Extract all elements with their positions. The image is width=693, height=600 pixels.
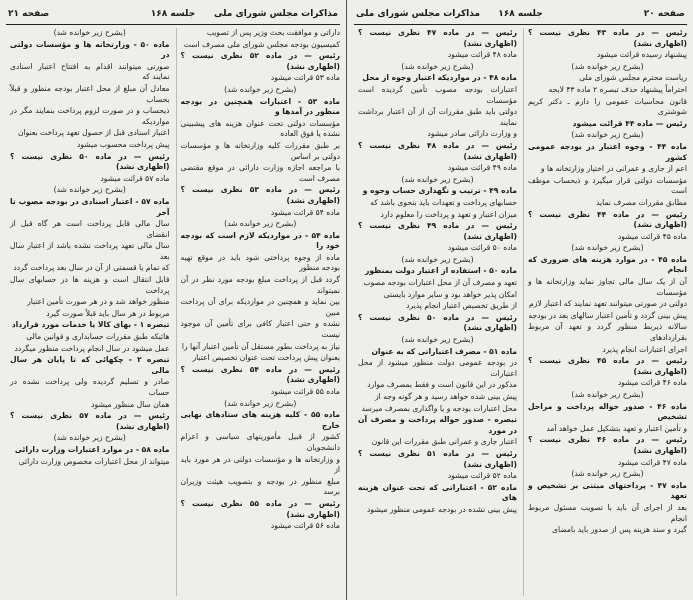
article-paragraph: ماده ۴۶ قرائت میشود — [617, 378, 687, 388]
text-line: مطابق مقررات مصرف نماید — [596, 197, 687, 207]
text-line: (بشرح زیر خوانده شد) — [53, 185, 126, 195]
speaker-line: رئیس — در ماده ۴۹ نظری نیست ؟ (اظهاری نشد) — [358, 221, 517, 241]
text-line: و وزارتخانه ها و مؤسسات دولتی در هر مورد باید از — [180, 454, 340, 475]
text-line: (بشرح زیر خوانده شد) — [571, 390, 644, 399]
text-line: مؤسسات دولتی تحت عنوان هزینه های پیشبینی نشده یا فوق العاده — [180, 118, 340, 139]
speaker-line: رئیس — ماده ۴۴ قرائت میشود — [572, 118, 687, 128]
text-line: گیرد و سند هزینه پس از صدور باید بامضای — [552, 525, 687, 535]
article-paragraph: ماده ۴۷ - پرداختهای مبتنی بر تشخیص و تعهد — [528, 480, 687, 501]
text-line: (بشرح زیر خوانده شد) — [571, 130, 644, 140]
speaker-line: رئیس — در ماده ۴۴ نظری نیست ؟ (اظهاری نشد) — [528, 209, 687, 230]
text-line: (بشرح زیر خوانده شد) — [571, 469, 644, 479]
article-paragraph: ماده ۵۷ قرائت میشود — [100, 173, 170, 183]
text-line: قابل انتقال است و هزینه ها در حسابهای سال پرداخت — [10, 275, 170, 295]
text-line: بعنوان پیش پرداخت تحت عنوان تخصیص اعتبار — [192, 353, 340, 363]
text-line: آن از یک سال مالی تجاوز نماید وزارتخانه ها و مؤسسات — [528, 277, 687, 297]
right-page-number: صفحه ۲۰ — [643, 9, 685, 19]
text-line: احتراماً پیشنهاد حذف تبصره ۲ ماده ۴۳ لایحه — [548, 84, 687, 94]
text-line: هائیکه طبق مقررات حسابداری و قوانین مالی — [26, 332, 170, 342]
right-page-header — [354, 6, 687, 25]
text-line: از طریق تخصیص اعتبار انجام پذیرد — [406, 301, 517, 311]
left-page-columns — [6, 28, 340, 596]
text-line: معادل آن مبلغ از محل اعتبار بودجه منظور و قبلاً بحساب — [10, 83, 170, 104]
article-paragraph: ماده ۵۳ قرائت میشود — [270, 73, 340, 83]
article-paragraph: ماده ۴۷ قرائت میشود — [617, 457, 687, 467]
speaker-line: رئیس — در ماده ۵۴ نظری نیست ؟ (اظهاری نشد) — [180, 364, 340, 385]
speaker-line: رئیس — در ماده ۴۷ نظری نیست ؟ (اظهاری نشد) — [358, 28, 517, 48]
right-page-column-right — [523, 28, 687, 596]
text-line: (بشرح زیر خوانده شد) — [53, 28, 126, 37]
text-line: میزان اعتبار و تعهد و پرداخت را معلوم دارد — [380, 209, 517, 219]
text-line: حسابهای پرداخت و تعهدات باید بنحوی باشد که — [370, 197, 517, 207]
text-line: کشور از قبیل مأموریتهای سیاسی و اعزام دانشجویان — [180, 432, 340, 452]
text-line: پیش بینی شده خواهد رسید و هر گونه وجه از — [375, 392, 517, 401]
text-line: بر طبق مقررات کلیه وزارتخانه ها و مؤسسات دولتی بر اساس — [180, 140, 340, 161]
text-line: همان سال منظور میشود — [91, 399, 170, 409]
text-line: قانون محاسبات عمومی را دارم ـ دکتر کریم شوشتری — [528, 96, 687, 117]
text-line: مذکور در این قانون است و فقط بمصرف موارد — [367, 380, 517, 390]
speaker-line: رئیس — در ماده ۵۱ نظری نیست ؟ (اظهاری نشد) — [358, 448, 517, 469]
right-page-column-left — [354, 28, 517, 596]
text-line: اعتبارات بودجه مصوب تأمین گردیده است مؤسسات — [358, 84, 517, 105]
text-line: ریاست محترم مجلس شورای ملی — [579, 73, 687, 83]
speaker-line: رئیس — در ماده ۵۷ نظری نیست ؟ (اظهاری نشد) — [10, 411, 170, 431]
article-paragraph: ماده ۴۸ قرائت میشود — [447, 50, 517, 60]
text-line: ذیحساب و در صورت لزوم پرداخت بنمایند مگر در مواردیکه — [10, 106, 170, 126]
text-line: محل اعتبارات بودجه و یا واگذاری بمصرف میرسد — [361, 403, 517, 413]
article-paragraph: ماده ۵۸ - در موارد اعتبارات وزارت دارائی — [14, 444, 170, 454]
text-line: (بشرح زیر خوانده شد) — [401, 254, 474, 264]
speaker-line: رئیس — در ماده ۵۰ نظری نیست ؟ (اظهاری نشد) — [358, 312, 517, 333]
text-line: با مراجعه اجازه وزارت دارائی در موقع مقتضی مصرف است — [180, 163, 340, 183]
article-paragraph: ماده ۴۸ - در مواردیکه اعتبار وجوه از محل — [362, 73, 517, 83]
text-line: (بشرح زیر خوانده شد) — [571, 61, 644, 71]
text-line: سالانه ذیربط منظور گردد و تعهد آن مربوط بقراردادهای — [528, 322, 687, 343]
text-line: اعتبار اسنادی قبل از حصول تعهد پرداخت بعنوان — [17, 128, 170, 138]
speaker-line: رئیس — در ماده ۵۳ نظری نیست ؟ (اظهاری نشد) — [180, 185, 340, 205]
speaker-line: رئیس — در ماده ۴۶ نظری نیست ؟ (اظهاری نشد) — [528, 435, 687, 455]
text-line: پیش پرداخت محسوب میشود — [76, 139, 170, 149]
text-line: (بشرح زیر خوانده شد) — [224, 219, 297, 229]
speaker-line: رئیس — در ماده ۵۲ نظری نیست ؟ (اظهاری نشد) — [180, 51, 340, 71]
speaker-line: رئیس — در ماده ۵۰ نظری نیست ؟ (اظهاری نشد) — [10, 151, 170, 172]
text-line: (بشرح زیر خوانده شد) — [224, 398, 297, 408]
right-page-title: مذاکرات مجلس شورای ملی — [356, 9, 481, 19]
speaker-line: رئیس — در ماده ۵۵ نظری نیست ؟ (اظهاری نشد) — [180, 498, 340, 519]
right-page-session: جلسه ۱۶۸ — [498, 9, 543, 19]
text-line: بین نماید و همچنین در مواردیکه برای آن پرداخت مبین — [180, 297, 340, 317]
text-line: عمل میشود در سال انجام پرداخت منظور میگردد — [14, 343, 170, 353]
text-line: امکان پذیر خواهد بود و سایر موارد بایستی — [383, 289, 517, 299]
article-paragraph: ماده ۵۵ قرائت میشود — [270, 387, 340, 396]
article-paragraph: ماده ۴۹ - ترتیب و نگهداری حساب وجوه و — [362, 186, 517, 196]
article-paragraph: ماده ۵۱ - مصرف اعتباراتی که به عنوان — [371, 346, 517, 356]
text-line: مؤسسات دولتی قرار میگیرد و ذیحساب موظف است — [528, 175, 687, 196]
article-paragraph: ماده ۵۲ - اعتباراتی که تحت عنوان هزینه های — [358, 482, 517, 503]
text-line: اعتبار جاری و عمرانی طبق مقررات این قانون — [371, 437, 517, 447]
article-paragraph: ماده ۵۰ - وزارتخانه ها و مؤسسات دولتی در — [10, 39, 170, 60]
text-line: پیش بینی نشده در بودجه عمومی منظور میشود — [367, 504, 517, 514]
article-paragraph: ماده ۴۵ قرائت میشود — [617, 231, 687, 241]
text-line: (بشرح زیر خوانده شد) — [401, 174, 474, 184]
text-line: (بشرح زیر خوانده شد) — [401, 335, 474, 345]
right-page — [348, 0, 693, 600]
text-line: صادر و تسلیم گردیده ولی پرداخت نشده در حساب — [10, 377, 170, 397]
text-line: تعهد و مصرف آن از محل اعتبارات بودجه مصوب — [363, 278, 517, 288]
text-line: (بشرح زیر خوانده شد) — [53, 433, 126, 443]
article-paragraph: ماده ۵۲ قرائت میشود — [447, 471, 517, 481]
article-paragraph: ماده ۵۴ - در مواردیکه لازم است که بودجه خود را — [180, 230, 340, 251]
text-line: صورتی میتوانند اقدام به افتتاح اعتبار اسنادی نمایند که — [10, 61, 170, 82]
right-page-columns — [354, 28, 687, 596]
speaker-line: رئیس — در ماده ۴۸ نظری نیست ؟ (اظهاری نشد) — [358, 140, 517, 161]
left-page-number: صفحه ۲۱ — [8, 9, 50, 19]
left-page-column-left — [6, 28, 170, 596]
text-line: اجرای اعتبارات انجام پذیرد — [602, 344, 687, 354]
speaker-line: رئیس — در ماده ۴۵ نظری نیست ؟ (اظهاری نشد) — [528, 356, 687, 376]
text-line: (بشرح زیر خوانده شد) — [571, 243, 644, 253]
text-line: مربوط در هر سال باید قبلاً صورت گیرد — [46, 308, 170, 318]
text-line: اعم از جاری و عمرانی در اختیار وزارتخانه ها و — [540, 164, 687, 174]
article-paragraph: ماده ۵۳ - اعتبارات همچنین در بودجه منظور در آمدها و — [180, 96, 340, 117]
text-line: دولتی باید طبق مقررات آن از آن اعتبار برداشت نمایند — [358, 107, 517, 127]
text-line: دولتی در صورتی میتوانند تعهد نمایند که اعتبار لازم — [529, 299, 687, 309]
article-paragraph: ماده ۴۴ - وجوه اعتبار در بودجه عمومی کشور — [528, 141, 687, 162]
article-paragraph: ماده ۴۵ - در موارد هزینه های ضروری که انجام — [528, 254, 687, 275]
text-line: تبصره ۱ - بهای کالا یا خدمات مورد قرارداد — [11, 320, 170, 330]
left-page-column-right — [176, 28, 341, 596]
text-line: در بودجه عمومی دولت منظور میشود از محل اعتبارات — [358, 358, 517, 378]
article-paragraph: ماده ۴۶ - صدور حواله پرداخت و مراحل تشخیص — [528, 401, 687, 422]
text-line: مبلغ منظور در بودجه و بتصویب هیئت وزیران برسد — [180, 476, 340, 497]
article-paragraph: ماده ۵۰ قرائت میشود — [447, 243, 517, 253]
left-page-header — [6, 6, 340, 25]
text-line: سال مالی قابل پرداخت است هر گاه قبل از انقضای — [10, 219, 170, 239]
text-line: میتواند از محل اعتبارات مخصوص وزارت دارائی — [18, 456, 170, 466]
text-line: که تمام یا قسمتی از آن در سال بعد پرداخت گردد — [13, 263, 170, 273]
article-paragraph: ماده ۵۵ - کلیه هزینه های ستادهای نهایی خارج — [180, 410, 340, 430]
text-line: نشده و حتی اعتبار کافی برای تأمین آن موجود نیست — [180, 319, 340, 340]
text-line: و تأمین اعتبار و تعهد بتشکیل عمل خواهد آمد — [546, 423, 687, 433]
article-paragraph: ماده ۵۰ - استفاده از اعتبار دولت بمنظور — [364, 266, 517, 276]
text-line: کمیسیون بودجه مجلس شورای ملی مصرف است — [183, 39, 340, 49]
text-line: سال مالی تعهد پرداخت نشده باشد از اعتبار سال بعد — [10, 241, 170, 261]
text-line: بعد از اجرای آن باید با تصویب مسئول مربوط انجام — [528, 502, 687, 523]
article-paragraph: ماده ۵۷ - اعتبار اسنادی در بودجه مصوب تا آخر — [10, 196, 170, 217]
text-line: تبصره - صدور حواله پرداخت و مصرف آن در مورد — [358, 415, 517, 435]
text-line: (بشرح زیر خوانده شد) — [224, 84, 297, 94]
text-line: و وزارت دارائی صادر میشود — [427, 129, 517, 139]
text-line: تبصره ۲ - چکهائی که تا پایان هر سال مالی — [10, 355, 170, 375]
article-paragraph: ماده از وجوه پرداختی شود باید در موقع تهیه بودجه منظور — [180, 252, 340, 273]
speaker-line: رئیس — در ماده ۴۳ نظری نیست ؟ (اظهاری نشد) — [528, 28, 687, 48]
text-line: نیاز به پرداخت بطور مستقل آن تأمین اعتبار آنها را — [181, 341, 340, 351]
text-line: پیشنهاد رسیده قرائت میشود — [596, 50, 687, 60]
text-line: منظور خواهد شد و در هر صورت تأمین اعتبار — [27, 297, 170, 307]
article-paragraph: ماده ۵۴ قرائت میشود — [270, 207, 340, 217]
left-page-session: جلسه ۱۶۸ — [150, 9, 196, 19]
text-line: گردد قبل از پرداخت مبلغ بودجه مورد نظر در آن نمیتواند — [180, 275, 340, 295]
text-line: (بشرح زیر خوانده شد) — [401, 61, 474, 71]
article-paragraph: ماده ۴۹ قرائت میشود — [447, 163, 517, 173]
text-line: پیش بینی گردد و تأمین اعتبار سالهای بعد در بودجه — [528, 310, 687, 320]
article-paragraph: ماده ۵۶ قرائت میشود — [270, 521, 340, 531]
text-line: داراتی و موافقت بحث وزیر پس از تصویب — [206, 28, 340, 37]
left-page-title: مذاکرات مجلس شورای ملی — [213, 9, 338, 19]
